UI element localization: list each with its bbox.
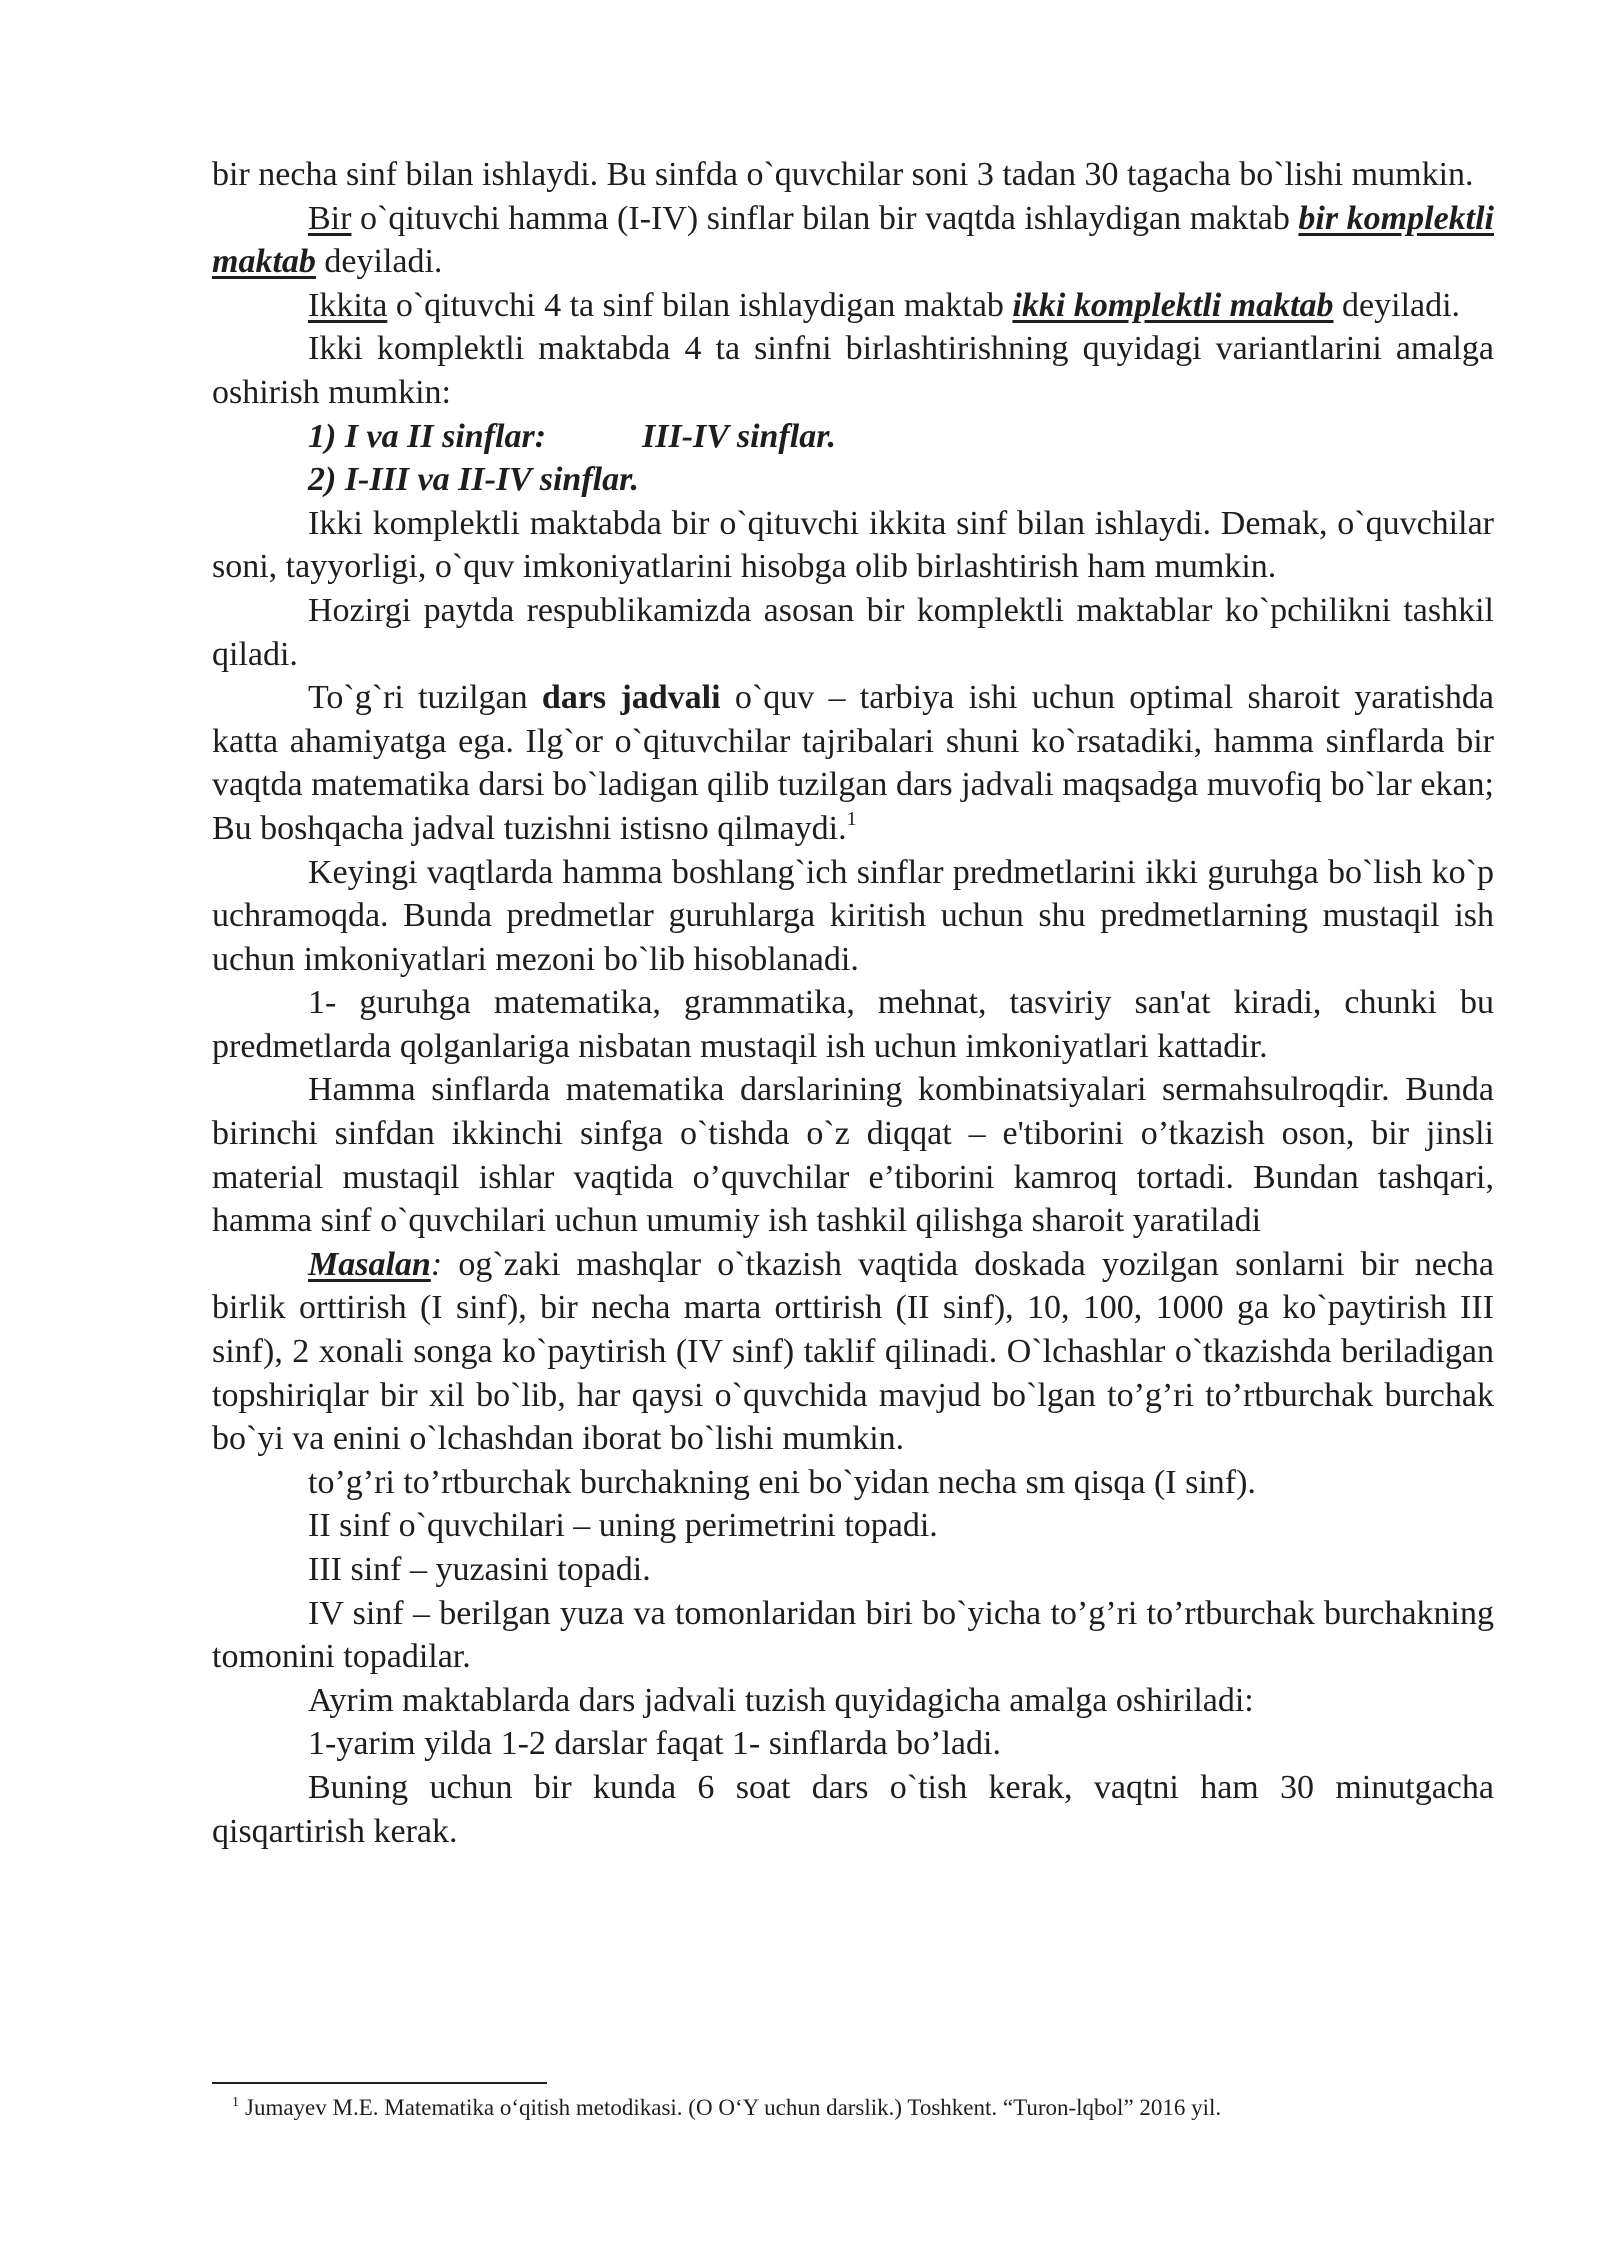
paragraph-5: Ikki komplektli maktabda bir o`qituvchi ikkita sinf bilan ishlaydi. Demak, o`quvchilar soni, tayyorligi, o`quv imkoniyatlarini hisobga olib birlashtirish ham mumkin. bbox=[212, 504, 1494, 586]
paragraph-3-text: o`qituvchi 4 ta sinf bilan ishlaydigan maktab bbox=[387, 286, 1013, 324]
paragraph-14: III sinf – yuzasini topadi. bbox=[308, 1551, 651, 1588]
paragraph-7 bbox=[212, 676, 1494, 850]
paragraph-4: Ikki komplektli maktabda 4 ta sinfni birlashtirishning quyidagi variantlarini amalga oshirish mumkin: bbox=[212, 330, 1494, 411]
paragraph-16: Ayrim maktablarda dars jadvali tuzish quyidagicha amalga oshiriladi: bbox=[308, 1681, 1254, 1719]
paragraph-6: Hozirgi paytda respublikamizda asosan bir komplektli maktablar ko`pchilikni tashkil qiladi. bbox=[212, 591, 1494, 673]
paragraph-13: II sinf o`quvchilari – uning perimetrini topadi. bbox=[308, 1507, 938, 1545]
term-dars-jadvali: dars jadvali bbox=[541, 679, 721, 717]
footnote-text: Jumayev M.E. Matematika o‘qitish metodikasi. (O O‘Y uchun darslik.) Toshkent. “Turon-lqbol” 2016 yil. bbox=[245, 2095, 1222, 2120]
paragraph-10: Hamma sinflarda matematika darslarining kombinatsiyalari sermahsulroqdir. Bunda birinchi sinfdan ikkinchi sinfga o`tishda o`z diqqat – e'tiborini o’tkazish oson, bir jinsli material mustaqil ishlar vaqtida o’quvchilar e’tiborini kamroq tortadi. Bundan tashqari, hamma sinf o`quvchilari uchun umumiy ish tashkil qilishga sharoit yaratiladi bbox=[212, 1071, 1494, 1240]
paragraph-7-pre: To`g`ri tuzilgan bbox=[308, 679, 542, 717]
paragraph-12: to’g’ri to’rtburchak burchakning eni bo`yidan necha sm qisqa (I sinf). bbox=[308, 1463, 1256, 1501]
masalan-colon: : bbox=[430, 1245, 443, 1283]
variant-item-1a: 1) I va II sinflar: bbox=[308, 417, 547, 455]
paragraph-3-end: deyiladi. bbox=[1333, 286, 1461, 324]
paragraph-2-end: deyiladi. bbox=[315, 243, 443, 281]
variant-item-1 bbox=[212, 415, 1494, 459]
term-bir-komplektli-maktab: bir komplektli maktab bbox=[212, 199, 1494, 281]
footnote-reference[interactable]: 1 bbox=[846, 807, 857, 830]
paragraph-3 bbox=[212, 284, 1494, 328]
variant-item-1b: III-IV sinflar. bbox=[642, 417, 837, 455]
variant-item-2: 2) I-III va II-IV sinflar. bbox=[308, 461, 639, 499]
paragraph-17: 1-yarim yilda 1-2 darslar faqat 1- sinflarda bo’ladi. bbox=[308, 1725, 1001, 1763]
underlined-word-bir: Bir bbox=[308, 199, 352, 237]
paragraph-18: Buning uchun bir kunda 6 soat dars o`tish kerak, vaqtni ham 30 minutgacha qisqartirish kerak. bbox=[212, 1768, 1494, 1850]
paragraph-9: 1- guruhga matematika, grammatika, mehnat, tasviriy san'at kiradi, chunki bu predmetlarda qolganlariga nisbatan mustaqil ish uchun imkoniyatlari kattadir. bbox=[212, 984, 1494, 1065]
paragraph-15: IV sinf – berilgan yuza va tomonlaridan biri bo`yicha to’g’ri to’rtburchak burchakning tomonini topadilar. bbox=[212, 1594, 1494, 1676]
paragraph-2 bbox=[212, 197, 1494, 284]
term-masalan: Masalan bbox=[308, 1245, 431, 1283]
term-ikki-komplektli-maktab: ikki komplektli maktab bbox=[1012, 286, 1334, 324]
paragraph-11 bbox=[212, 1243, 1494, 1461]
footnote-mark: 1 bbox=[232, 2095, 239, 2110]
paragraph-1: bir necha sinf bilan ishlaydi. Bu sinfda o`quvchilar soni 3 tadan 30 tagacha bo`lishi mumkin. bbox=[212, 156, 1474, 193]
paragraph-11-text: og`zaki mashqlar o`tkazish vaqtida doskada yozilgan sonlarni bir necha birlik orttirish (I sinf), bir necha marta orttirish (II sinf), 10, 100, 1000 ga ko`paytirish III sinf), 2 xonali songa ko`paytirish (IV sinf) taklif qilinadi. O`lchashlar o`tkazishda beriladigan topshiriqlar bir xil bo`lib, har qaysi o`quvchida mavjud bo`lgan to’g’ri to’rtburchak burchak bo`yi va enini o`lchashdan iborat bo`lishi mumkin. bbox=[212, 1245, 1494, 1458]
footnote bbox=[232, 2093, 1492, 2123]
underlined-word-ikkita: Ikkita bbox=[308, 286, 388, 324]
paragraph-7-post: o`quv – tarbiya ishi uchun optimal sharoit yaratishda katta ahamiyatga ega. Ilg`or o`qituvchilar tajribalari shuni ko`rsatadiki, hamma sinflarda bir vaqtda matematika darsi bo`ladigan qilib tuzilgan dars jadvali maqsadga muvofiq bo`lar ekan; Bu boshqacha jadval tuzishni istisno qilmaydi. bbox=[212, 679, 1494, 847]
footnote-separator bbox=[212, 2082, 547, 2084]
paragraph-8: Keyingi vaqtlarda hamma boshlang`ich sinflar predmetlarini ikki guruhga bo`lish ko`p uchramoqda. Bunda predmetlar guruhlarga kiritish uchun shu predmetlarning mustaqil ish uchun imkoniyatlari mezoni bo`lib hisoblanadi. bbox=[212, 853, 1494, 978]
document-body bbox=[212, 153, 1494, 1853]
paragraph-2-text: o`qituvchi hamma (I-IV) sinflar bilan bir vaqtda ishlaydigan maktab bbox=[351, 199, 1299, 237]
